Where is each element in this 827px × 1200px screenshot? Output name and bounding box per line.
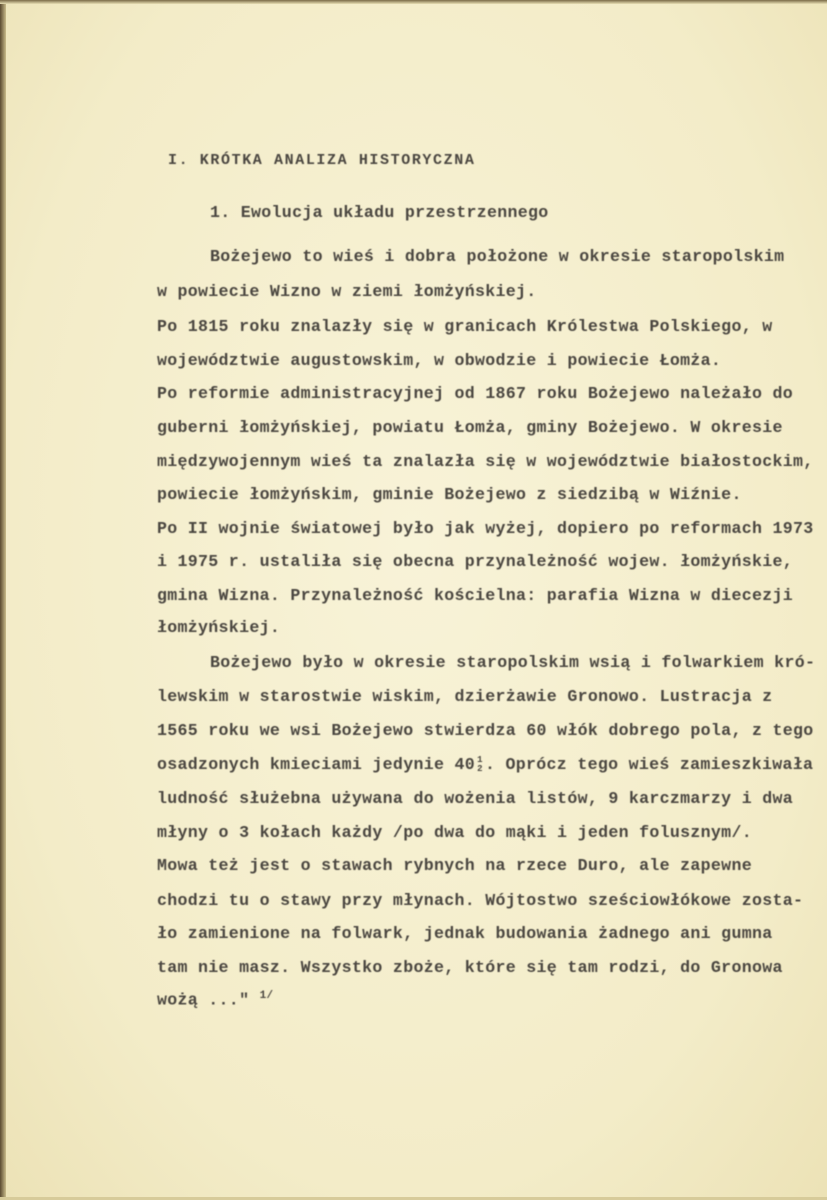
- text-line: gmina Wizna. Przynależność kościelna: parafia Wizna w diecezji: [157, 586, 793, 605]
- text-line-last: [157, 990, 273, 1010]
- page-edge-left: [0, 0, 6, 1200]
- text-line: Bożejewo było w okresie staropolskim wsią i folwarkiem kró-: [210, 653, 816, 672]
- text-line: Mowa też jest o stawach rybnych na rzece Duro, ale zapewne: [157, 856, 752, 875]
- footnote-reference: 1/: [259, 990, 274, 1002]
- text-line: lewskim w starostwie wiskim, dzierżawie Gronowo. Lustracja z: [157, 687, 773, 706]
- text-line: w powiecie Wizno w ziemi łomżyńskiej.: [157, 282, 537, 301]
- fraction-numerator: 1: [477, 754, 483, 765]
- text-line: Po reformie administracyjnej od 1867 roku Bożejewo należało do: [157, 384, 793, 403]
- text-line: tam nie masz. Wszystko zboże, które się tam rodzi, do Gronowa: [157, 958, 783, 977]
- text-line: łomżyńskiej.: [157, 618, 281, 637]
- text-line: powiecie łomżyńskim, gminie Bożejewo z siedzibą w Wiźnie.: [157, 485, 742, 504]
- text-line: ludność służebna używana do wożenia listów, 9 karczmarzy i dwa: [157, 789, 793, 808]
- text-line: guberni łomżyńskiej, powiatu Łomża, gminy Bożejewo. W okresie: [157, 418, 783, 437]
- text-line-with-fraction: [157, 755, 813, 774]
- text-line: Po II wojnie światowej było jak wyżej, dopiero po reformach 1973: [157, 519, 814, 538]
- section-title: I. KRÓTKA ANALIZA HISTORYCZNA: [168, 152, 476, 169]
- text-line: międzywojennym wieś ta znalazła się w województwie białostockim,: [157, 452, 814, 471]
- text-line: i 1975 r. ustaliła się obecna przynależność wojew. łomżyńskie,: [157, 552, 793, 571]
- fraction-denominator: 2: [477, 763, 483, 774]
- text-line: Bożejewo to wieś i dobra położone w okresie staropolskim: [210, 247, 785, 266]
- subsection-title: 1. Ewolucja układu przestrzennego: [210, 203, 549, 222]
- page-edge-top: [0, 0, 827, 4]
- text-line: województwie augustowskim, w obwodzie i powiecie Łomża.: [157, 351, 722, 370]
- text-segment: wożą ...": [157, 990, 250, 1010]
- text-line: ło zamienione na folwark, jednak budowania żadnego ani gumna: [157, 924, 773, 943]
- text-segment: osadzonych kmieciami jedynie 40: [157, 755, 475, 774]
- text-line: chodzi tu o stawy przy młynach. Wójtostwo sześciowłókowe zosta-: [157, 891, 804, 910]
- text-line: 1565 roku we wsi Bożejewo stwierdza 60 włók dobrego pola, z tego: [157, 721, 814, 740]
- text-line: młyny o 3 kołach każdy /po dwa do mąki i jeden folusznym/.: [157, 823, 752, 842]
- text-segment: . Oprócz tego wieś zamieszkiwała: [485, 755, 814, 774]
- fraction: [475, 756, 485, 774]
- text-line: Po 1815 roku znalazły się w granicach Królestwa Polskiego, w: [157, 317, 773, 336]
